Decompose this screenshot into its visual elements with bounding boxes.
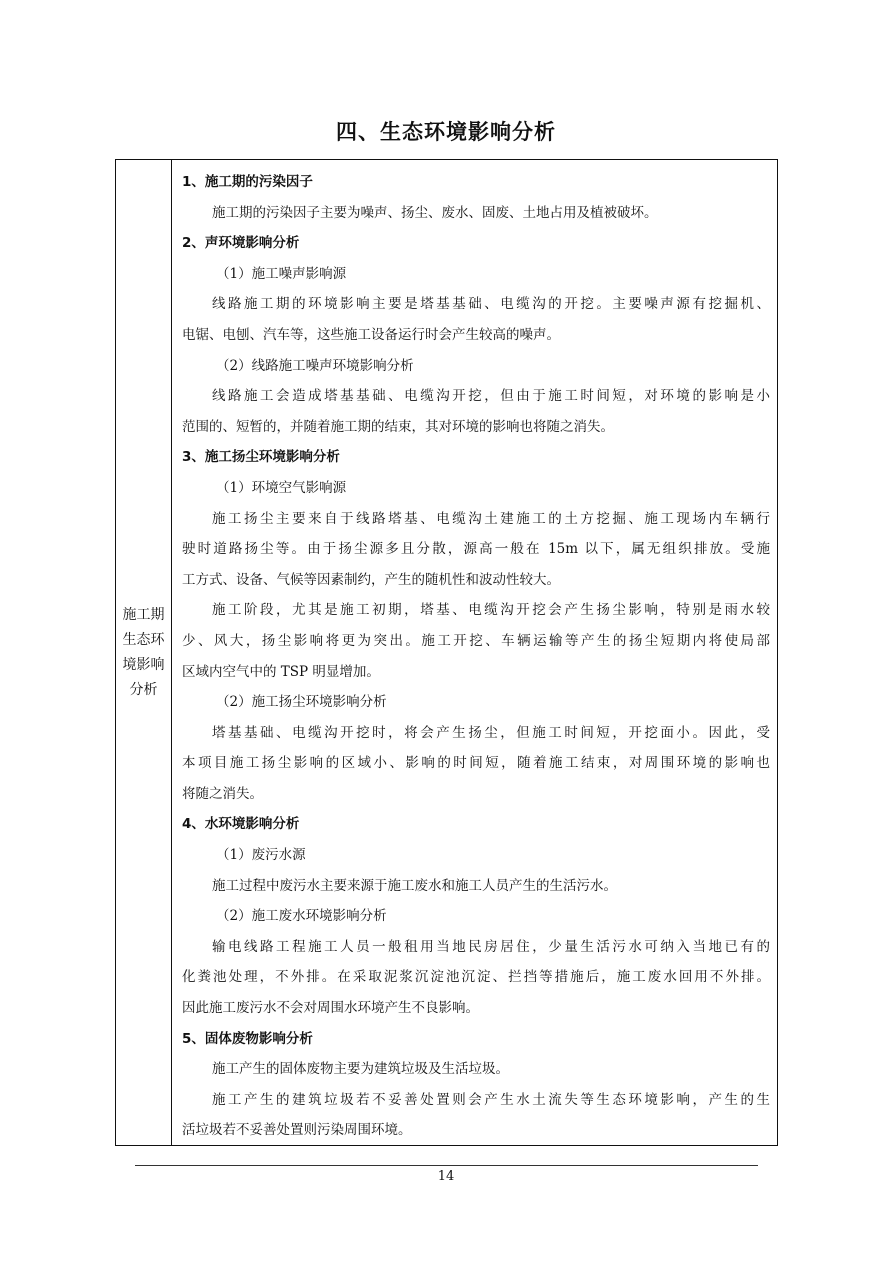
paragraph-line: 工方式、设备、气候等因素制约，产生的随机性和波动性较大。 (182, 571, 560, 588)
section-heading: 3、施工扬尘环境影响分析 (182, 449, 340, 466)
analysis-table (115, 159, 778, 1146)
paragraph-line: 施工扬尘主要来自于线路塔基、电缆沟土建施工的土方挖掘、施工现场内车辆行 (212, 510, 770, 527)
paragraph-line: 范围的、短暂的，并随着施工期的结束，其对环境的影响也将随之消失。 (182, 418, 614, 435)
content-cell (172, 160, 777, 1145)
page-title: 四、生态环境影响分析 (336, 120, 556, 144)
paragraph-line: 施工产生的建筑垃圾若不妥善处置则会产生水土流失等生态环境影响，产生的生 (212, 1091, 770, 1108)
row-label: 施工期生态环境影响分析 (122, 606, 165, 698)
subsection-heading: （1）废污水源 (216, 847, 306, 864)
subsection-heading: （1）环境空气影响源 (216, 479, 347, 496)
subsection-heading: （2）施工扬尘环境影响分析 (216, 694, 387, 711)
paragraph-line: 少、风大，扬尘影响将更为突出。施工开挖、车辆运输等产生的扬尘短期内将使局部 (182, 632, 770, 649)
paragraph-line: 输电线路工程施工人员一般租用当地民房居住，少量生活污水可纳入当地已有的 (212, 938, 770, 955)
paragraph-line: 施工过程中废污水主要来源于施工废水和施工人员产生的生活污水。 (212, 877, 617, 894)
section-heading: 4、水环境影响分析 (182, 816, 300, 833)
subsection-heading: （1）施工噪声影响源 (216, 265, 347, 282)
subsection-heading: （2）施工废水环境影响分析 (216, 908, 387, 925)
section-heading: 2、声环境影响分析 (182, 235, 300, 252)
section-heading: 5、固体废物影响分析 (182, 1030, 313, 1047)
paragraph-line: 塔基基础、电缆沟开挖时，将会产生扬尘，但施工时间短，开挖面小。因此，受 (212, 724, 770, 741)
paragraph-line: 线路施工期的环境影响主要是塔基基础、电缆沟的开挖。主要噪声源有挖掘机、 (212, 296, 770, 313)
row-label-cell (116, 160, 172, 1145)
paragraph-line: 本项目施工扬尘影响的区域小、影响的时间短，随着施工结束，对周围环境的影响也 (182, 755, 770, 772)
section-heading: 1、施工期的污染因子 (182, 174, 313, 190)
paragraph-line: 驶时道路扬尘等。由于扬尘源多且分散，源高一般在 15m 以下，属无组织排放。受施 (182, 541, 770, 558)
paragraph-line: 将随之消失。 (182, 785, 263, 802)
paragraph-line: 因此施工废污水不会对周围水环境产生不良影响。 (182, 1000, 479, 1017)
subsection-heading: （2）线路施工噪声环境影响分析 (216, 357, 414, 374)
paragraph-line: 施工阶段，尤其是施工初期，塔基、电缆沟开挖会产生扬尘影响，特别是雨水较 (212, 602, 770, 619)
paragraph-line: 施工期的污染因子主要为噪声、扬尘、废水、固废、土地占用及植被破坏。 (212, 204, 658, 221)
paragraph-line: 活垃圾若不妥善处置则污染周围环境。 (182, 1122, 412, 1139)
paragraph-line: 电锯、电刨、汽车等，这些施工设备运行时会产生较高的噪声。 (182, 326, 560, 343)
paragraph-line: 线路施工会造成塔基基础、电缆沟开挖，但由于施工时间短，对环境的影响是小 (212, 388, 770, 405)
paragraph-line: 施工产生的固体废物主要为建筑垃圾及生活垃圾。 (212, 1061, 509, 1078)
page-number: 14 (437, 1169, 455, 1184)
footer-divider (135, 1165, 758, 1166)
paragraph-line: 区域内空气中的 TSP 明显增加。 (182, 663, 380, 680)
paragraph-line: 化粪池处理，不外排。在采取泥浆沉淀池沉淀、拦挡等措施后，施工废水回用不外排。 (182, 969, 770, 986)
